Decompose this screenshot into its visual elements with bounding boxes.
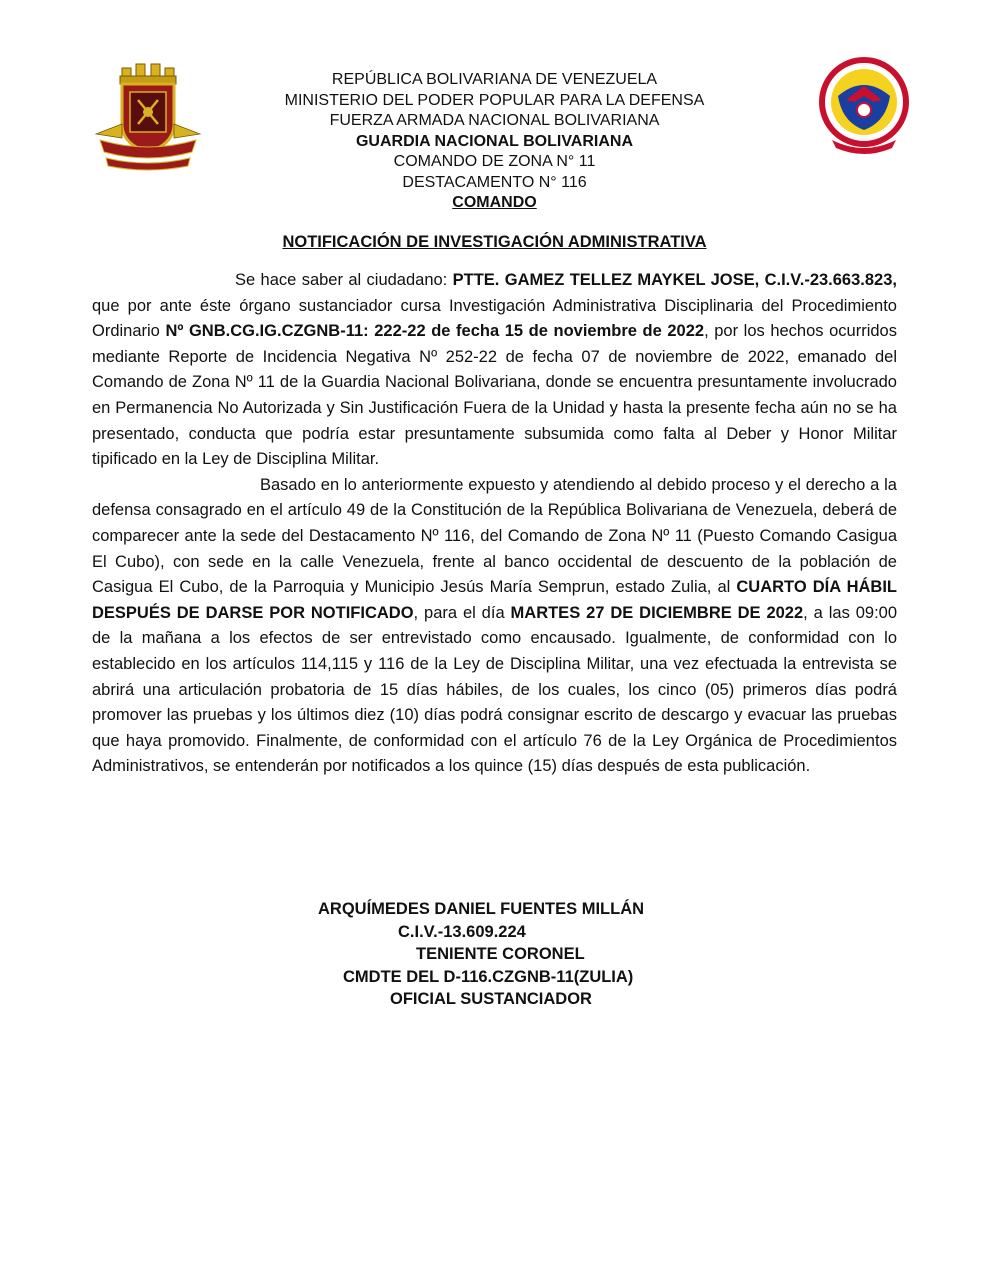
gnb-coat-of-arms-logo xyxy=(92,62,204,174)
paragraph-summons xyxy=(92,473,897,780)
signer-role: OFICIAL SUSTANCIADOR xyxy=(390,990,592,1008)
p1-text-1: Se hace saber al ciudadano: xyxy=(235,271,453,289)
header-armed-force: FUERZA ARMADA NACIONAL BOLIVARIANA xyxy=(329,112,660,129)
paragraph-notification xyxy=(92,268,897,473)
p2-text-3: , a las 09:00 de la mañana a los efectos de ser entrevistado como encausado. Igualmente, de conformidad con lo establecido en los artículos 114,115 y 116 de la Ley de Disciplina Militar, una vez efectuada la entrevista se abrirá una articulación probatoria de 15 días hábiles, de los cuales, los cinco (05) primeros días podrá promover las pruebas y los últimos diez (10) días podrá consignar escrito de descargo y evacuar las pruebas que haya promovido. Finalmente, de conformidad con el artículo 76 de la Ley Orgánica de Procedimientos Administrativos, se entenderán por notificados a los quince (15) días después de esta publicación. xyxy=(92,603,898,776)
p2-date: MARTES 27 DE DICIEMBRE DE 2022 xyxy=(510,603,804,622)
comando-zona-11-logo xyxy=(818,56,910,156)
p1-citizen-name: PTTE. GAMEZ TELLEZ MAYKEL JOSE, C.I.V.-23.663.823, xyxy=(452,271,897,289)
signer-civ: C.I.V.-13.609.224 xyxy=(398,923,526,941)
document-header xyxy=(200,70,789,214)
document-title: NOTIFICACIÓN DE INVESTIGACIÓN ADMINISTRATIVA xyxy=(282,233,707,251)
header-zone-command: COMANDO DE ZONA N° 11 xyxy=(393,153,596,170)
signer-name: ARQUÍMEDES DANIEL FUENTES MILLÁN xyxy=(318,900,645,918)
header-detachment: DESTACAMENTO N° 116 xyxy=(402,173,587,191)
p1-case-number: Nº GNB.CG.IG.CZGNB-11: 222-22 de fecha 15 de noviembre de 2022 xyxy=(165,322,705,341)
header-republic: REPÚBLICA BOLIVARIANA DE VENEZUELA xyxy=(331,71,658,88)
p2-text-1: Basado en lo anteriormente expuesto y atendiendo al debido proceso y el derecho a la defensa consagrado en el artículo 49 de la Constitución de la República Bolivariana de Venezuela, deberá de comparecer ante la sede del Destacamento Nº 116, del Comando de Zona Nº 11 (Puesto Comando Casigua El Cubo), con sede en la calle Venezuela, frente al banco occidental de descuento de la población de Casigua El Cubo, de la Parroquia y Municipio Jesús María Semprun, estado Zulia, al xyxy=(92,475,897,597)
p2-deadline: CUARTO DÍA HÁBIL DESPUÉS DE DARSE POR NOTIFICADO xyxy=(92,578,897,622)
signer-post: CMDTE DEL D-116.CZGNB-11(ZULIA) xyxy=(343,968,634,986)
header-ministry: MINISTERIO DEL PODER POPULAR PARA LA DEFENSA xyxy=(284,91,705,109)
p2-text-2: , para el día xyxy=(413,603,511,622)
p1-text-2: que por ante éste órgano sustanciador cursa Investigación Administrativa Disciplinaria del Procedimiento Ordinario xyxy=(92,296,897,341)
header-comando: COMANDO xyxy=(452,194,537,211)
document-body xyxy=(92,268,897,780)
signer-rank: TENIENTE CORONEL xyxy=(416,945,585,963)
crown-icon xyxy=(120,64,176,84)
header-national-guard: GUARDIA NACIONAL BOLIVARIANA xyxy=(355,132,634,150)
p1-text-3: , por los hechos ocurridos mediante Reporte de Incidencia Negativa Nº 252-22 de fecha 07 de noviembre de 2022, emanado del Comando de Zona Nº 11 de la Guardia Nacional Bolivariana, donde se encuentra presuntamente involucrado en Permanencia No Autorizada y Sin Justificación Fuera de la Unidad y hasta la presente fecha aún no se ha presentado, conducta que podría estar presuntamente subsumida como falta al Deber y Honor Militar tipificado en la Ley de Disciplina Militar. xyxy=(92,322,897,469)
